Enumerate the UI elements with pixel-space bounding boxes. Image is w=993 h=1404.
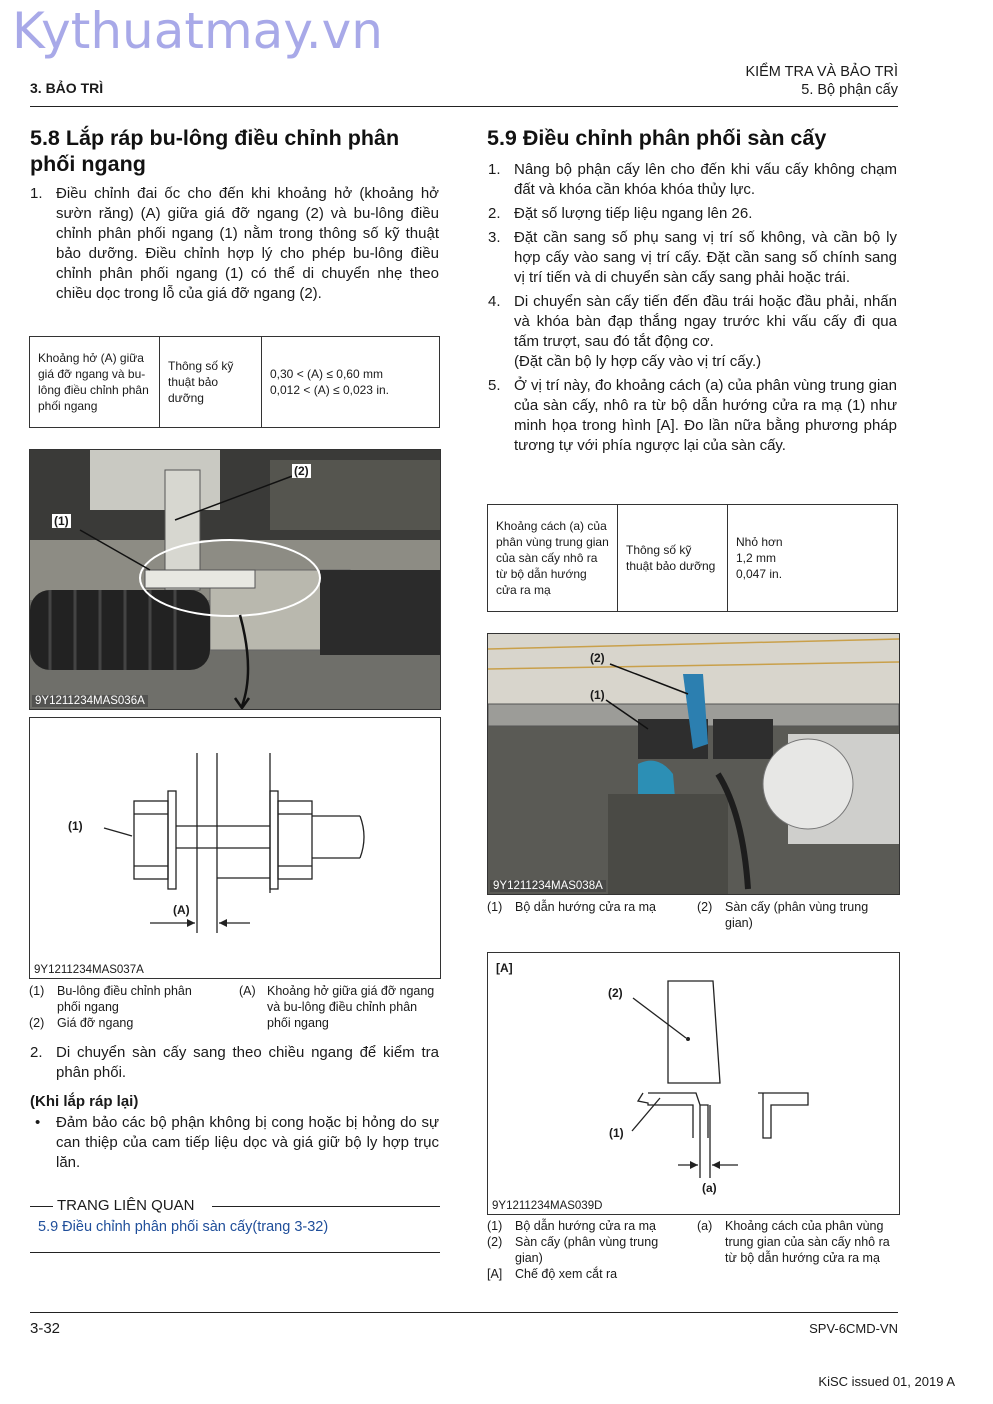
diagram1-label-1: (1)	[68, 819, 83, 833]
spec-label: Khoảng cách (a) của phân vùng trung gian của sàn cấy nhô ra từ bộ dẫn hướng cửa ra mạ	[488, 505, 618, 612]
spec-value-mm: 0,30 < (A) ≤ 0,60 mm	[270, 367, 383, 381]
diagram2-code: 9Y1211234MAS039D	[492, 1200, 603, 1212]
step-number: 1.	[488, 161, 501, 178]
spec-value-mm: 1,2 mm	[736, 551, 777, 565]
caption-text: Bộ dẫn hướng cửa ra mạ	[515, 900, 656, 914]
spec-label: Khoảng hở (A) giữa giá đỡ ngang và bu-lông điều chỉnh phân phối ngang	[30, 337, 160, 428]
caption-key: (1)	[487, 1219, 503, 1233]
step-text: Đặt số lượng tiếp liệu ngang lên 26.	[514, 205, 753, 222]
left-captions	[29, 983, 440, 1033]
caption-text: Bu-lông điều chỉnh phân phối ngang	[57, 984, 192, 1014]
photo-seedling-guide	[487, 633, 900, 895]
diagram2-label-1: (1)	[609, 1126, 624, 1140]
left-step-1	[30, 184, 439, 304]
header-rule	[30, 106, 898, 107]
photo1-label-2: (2)	[294, 464, 309, 478]
diagram-cutaway-drawing	[488, 953, 899, 1214]
photo2-code: 9Y1211234MAS038A	[490, 880, 606, 892]
diagram2-tag: [A]	[496, 961, 513, 975]
step-text: Di chuyển sàn cấy tiến đến đầu trái hoặc đầu phải, nhấn và khóa bàn đạp thắng ngay trước khi vấu cấy đi qua tấm trượt, sau đó tắt động cơ.	[514, 293, 897, 350]
diagram-cutaway	[487, 952, 900, 1215]
right-step-5	[488, 376, 897, 456]
diagram-clearance-drawing	[30, 718, 440, 978]
caption-key: (1)	[487, 900, 503, 914]
photo-seedling-guide-illustration	[488, 634, 899, 894]
diagram-clearance	[29, 717, 441, 979]
photo2-label-1: (1)	[590, 688, 605, 702]
photo1-code: 9Y1211234MAS036A	[32, 695, 148, 707]
section-title-5-8: 5.8 Lắp ráp bu-lông điều chỉnh phân phối ngang	[30, 126, 400, 176]
reassembly-heading: (Khi lắp ráp lại)	[30, 1093, 139, 1110]
spec-value-in: 0,012 < (A) ≤ 0,023 in.	[270, 383, 389, 397]
diagram2-label-2: (2)	[608, 986, 623, 1000]
watermark-logo: Kythuatmay.vn	[12, 2, 383, 60]
diagram2-captions	[487, 1218, 898, 1284]
reassembly-bullets	[30, 1113, 439, 1173]
spec-value	[262, 337, 440, 428]
diagram2-label-a: (a)	[702, 1181, 717, 1195]
step-number: 2.	[488, 205, 501, 222]
caption-text: Chế độ xem cắt ra	[515, 1267, 618, 1281]
step-text: Đặt cần sang số phụ sang vị trí số không, và cần bộ ly hợp cấy vào sang vị trí cấy. Đặt cần sang số chính sang vị trí tiến và di chuyển sàn cấy sang phải hoặc trái.	[514, 229, 897, 286]
step-text: Điều chỉnh đai ốc cho đến khi khoảng hở (khoảng hở sườn răng) (A) giữa giá đỡ ngang (2) và bu-lông điều chỉnh phân phối ngang (1) nằm trong thông số kỹ thuật bảo dưỡng. Điều chỉnh hợp lý cho phép bu-lông điều chỉnh phân phối ngang (1) có thể di chuyển nhẹ theo chiều dọc trong lỗ của giá đỡ ngang (2).	[56, 185, 439, 302]
caption-text: Sàn cấy (phân vùng trung gian)	[515, 1235, 659, 1265]
left-steps-2	[30, 1043, 439, 1087]
related-rule-bottom	[30, 1252, 440, 1253]
spec-table-5-9	[487, 504, 898, 612]
related-link[interactable]: 5.9 Điều chỉnh phân phối sàn cấy(trang 3-32)	[38, 1219, 329, 1235]
step-number: 2.	[30, 1044, 43, 1061]
caption-key: (2)	[29, 1016, 45, 1030]
right-step-4	[488, 292, 897, 372]
footer-rule	[30, 1312, 898, 1313]
caption-key: (2)	[697, 900, 713, 914]
bullet-mark: •	[35, 1114, 41, 1131]
caption-text: Khoảng hở giữa giá đỡ ngang và bu-lông điều chỉnh phân phối ngang	[267, 984, 435, 1030]
spec-table-5-8	[29, 336, 440, 428]
caption-key: (1)	[29, 984, 45, 998]
caption-text: Bộ dẫn hướng cửa ra mạ	[515, 1219, 656, 1233]
step-number: 4.	[488, 293, 501, 310]
photo-adjust-bolt-illustration	[30, 450, 440, 709]
step-text: Ở vị trí này, đo khoảng cách (a) của phân vùng trung gian của sàn cấy, nhô ra từ bộ dẫn hướng cửa ra mạ (1) như minh họa trong hình [A]. Đo lần nữa bằng phương pháp tương tự với phía ngược lại của sàn cấy.	[514, 377, 897, 454]
step-note: (Đặt cần bộ ly hợp cấy vào vị trí cấy.)	[514, 353, 762, 370]
spec-type: Thông số kỹ thuật bảo dưỡng	[618, 505, 728, 612]
step-text: Nâng bộ phận cấy lên cho đến khi vấu cấy không chạm đất và khóa cần khóa khóa thủy lực.	[514, 161, 897, 198]
diagram1-label-a: (A)	[173, 903, 190, 917]
bullet-item	[30, 1113, 439, 1173]
caption-text: Sàn cấy (phân vùng trung gian)	[725, 900, 869, 930]
right-step-3	[488, 228, 897, 288]
photo2-label-2: (2)	[590, 651, 605, 665]
related-rule-right	[212, 1206, 440, 1207]
related-heading: TRANG LIÊN QUAN	[53, 1197, 199, 1214]
header-section: 3. BẢO TRÌ	[30, 80, 104, 96]
photo2-captions	[487, 899, 898, 933]
header-right	[745, 63, 898, 99]
photo-adjust-bolt	[29, 449, 441, 710]
header-subsection: 5. Bộ phận cấy	[801, 82, 898, 98]
section-title-5-9: 5.9 Điều chỉnh phân phối sàn cấy	[487, 126, 827, 150]
right-step-1	[488, 160, 897, 200]
left-step-2	[30, 1043, 439, 1083]
manual-code: SPV-6CMD-VN	[809, 1321, 898, 1336]
spec-value	[728, 505, 898, 612]
diagram1-code: 9Y1211234MAS037A	[34, 964, 144, 976]
spec-value-text: Nhỏ hơn	[736, 535, 783, 549]
spec-value-in: 0,047 in.	[736, 567, 783, 581]
step-number: 1.	[30, 185, 43, 202]
left-steps	[30, 184, 439, 308]
photo1-label-1: (1)	[54, 514, 69, 528]
page-number: 3-32	[30, 1320, 61, 1337]
caption-key: [A]	[487, 1267, 503, 1281]
caption-key: (A)	[239, 984, 256, 998]
caption-key: (a)	[697, 1219, 713, 1233]
right-steps	[488, 160, 897, 460]
right-step-2	[488, 204, 897, 224]
step-number: 5.	[488, 377, 501, 394]
issue-info: KiSC issued 01, 2019 A	[818, 1374, 955, 1389]
caption-text: Khoảng cách của phân vùng trung gian của sàn cấy nhô ra từ bộ dẫn hướng cửa ra mạ	[725, 1219, 890, 1265]
spec-type: Thông số kỹ thuật bảo dưỡng	[160, 337, 262, 428]
header-chapter: KIỂM TRA VÀ BẢO TRÌ	[745, 64, 898, 80]
step-text: Di chuyển sàn cấy sang theo chiều ngang để kiểm tra phân phối.	[56, 1044, 439, 1081]
step-number: 3.	[488, 229, 501, 246]
caption-key: (2)	[487, 1235, 503, 1249]
bullet-text: Đảm bảo các bộ phận không bị cong hoặc bị hỏng do sự can thiệp của cam tiếp liệu dọc và giá giữ bộ ly hợp trục lăn.	[56, 1114, 439, 1171]
caption-text: Giá đỡ ngang	[57, 1016, 134, 1030]
